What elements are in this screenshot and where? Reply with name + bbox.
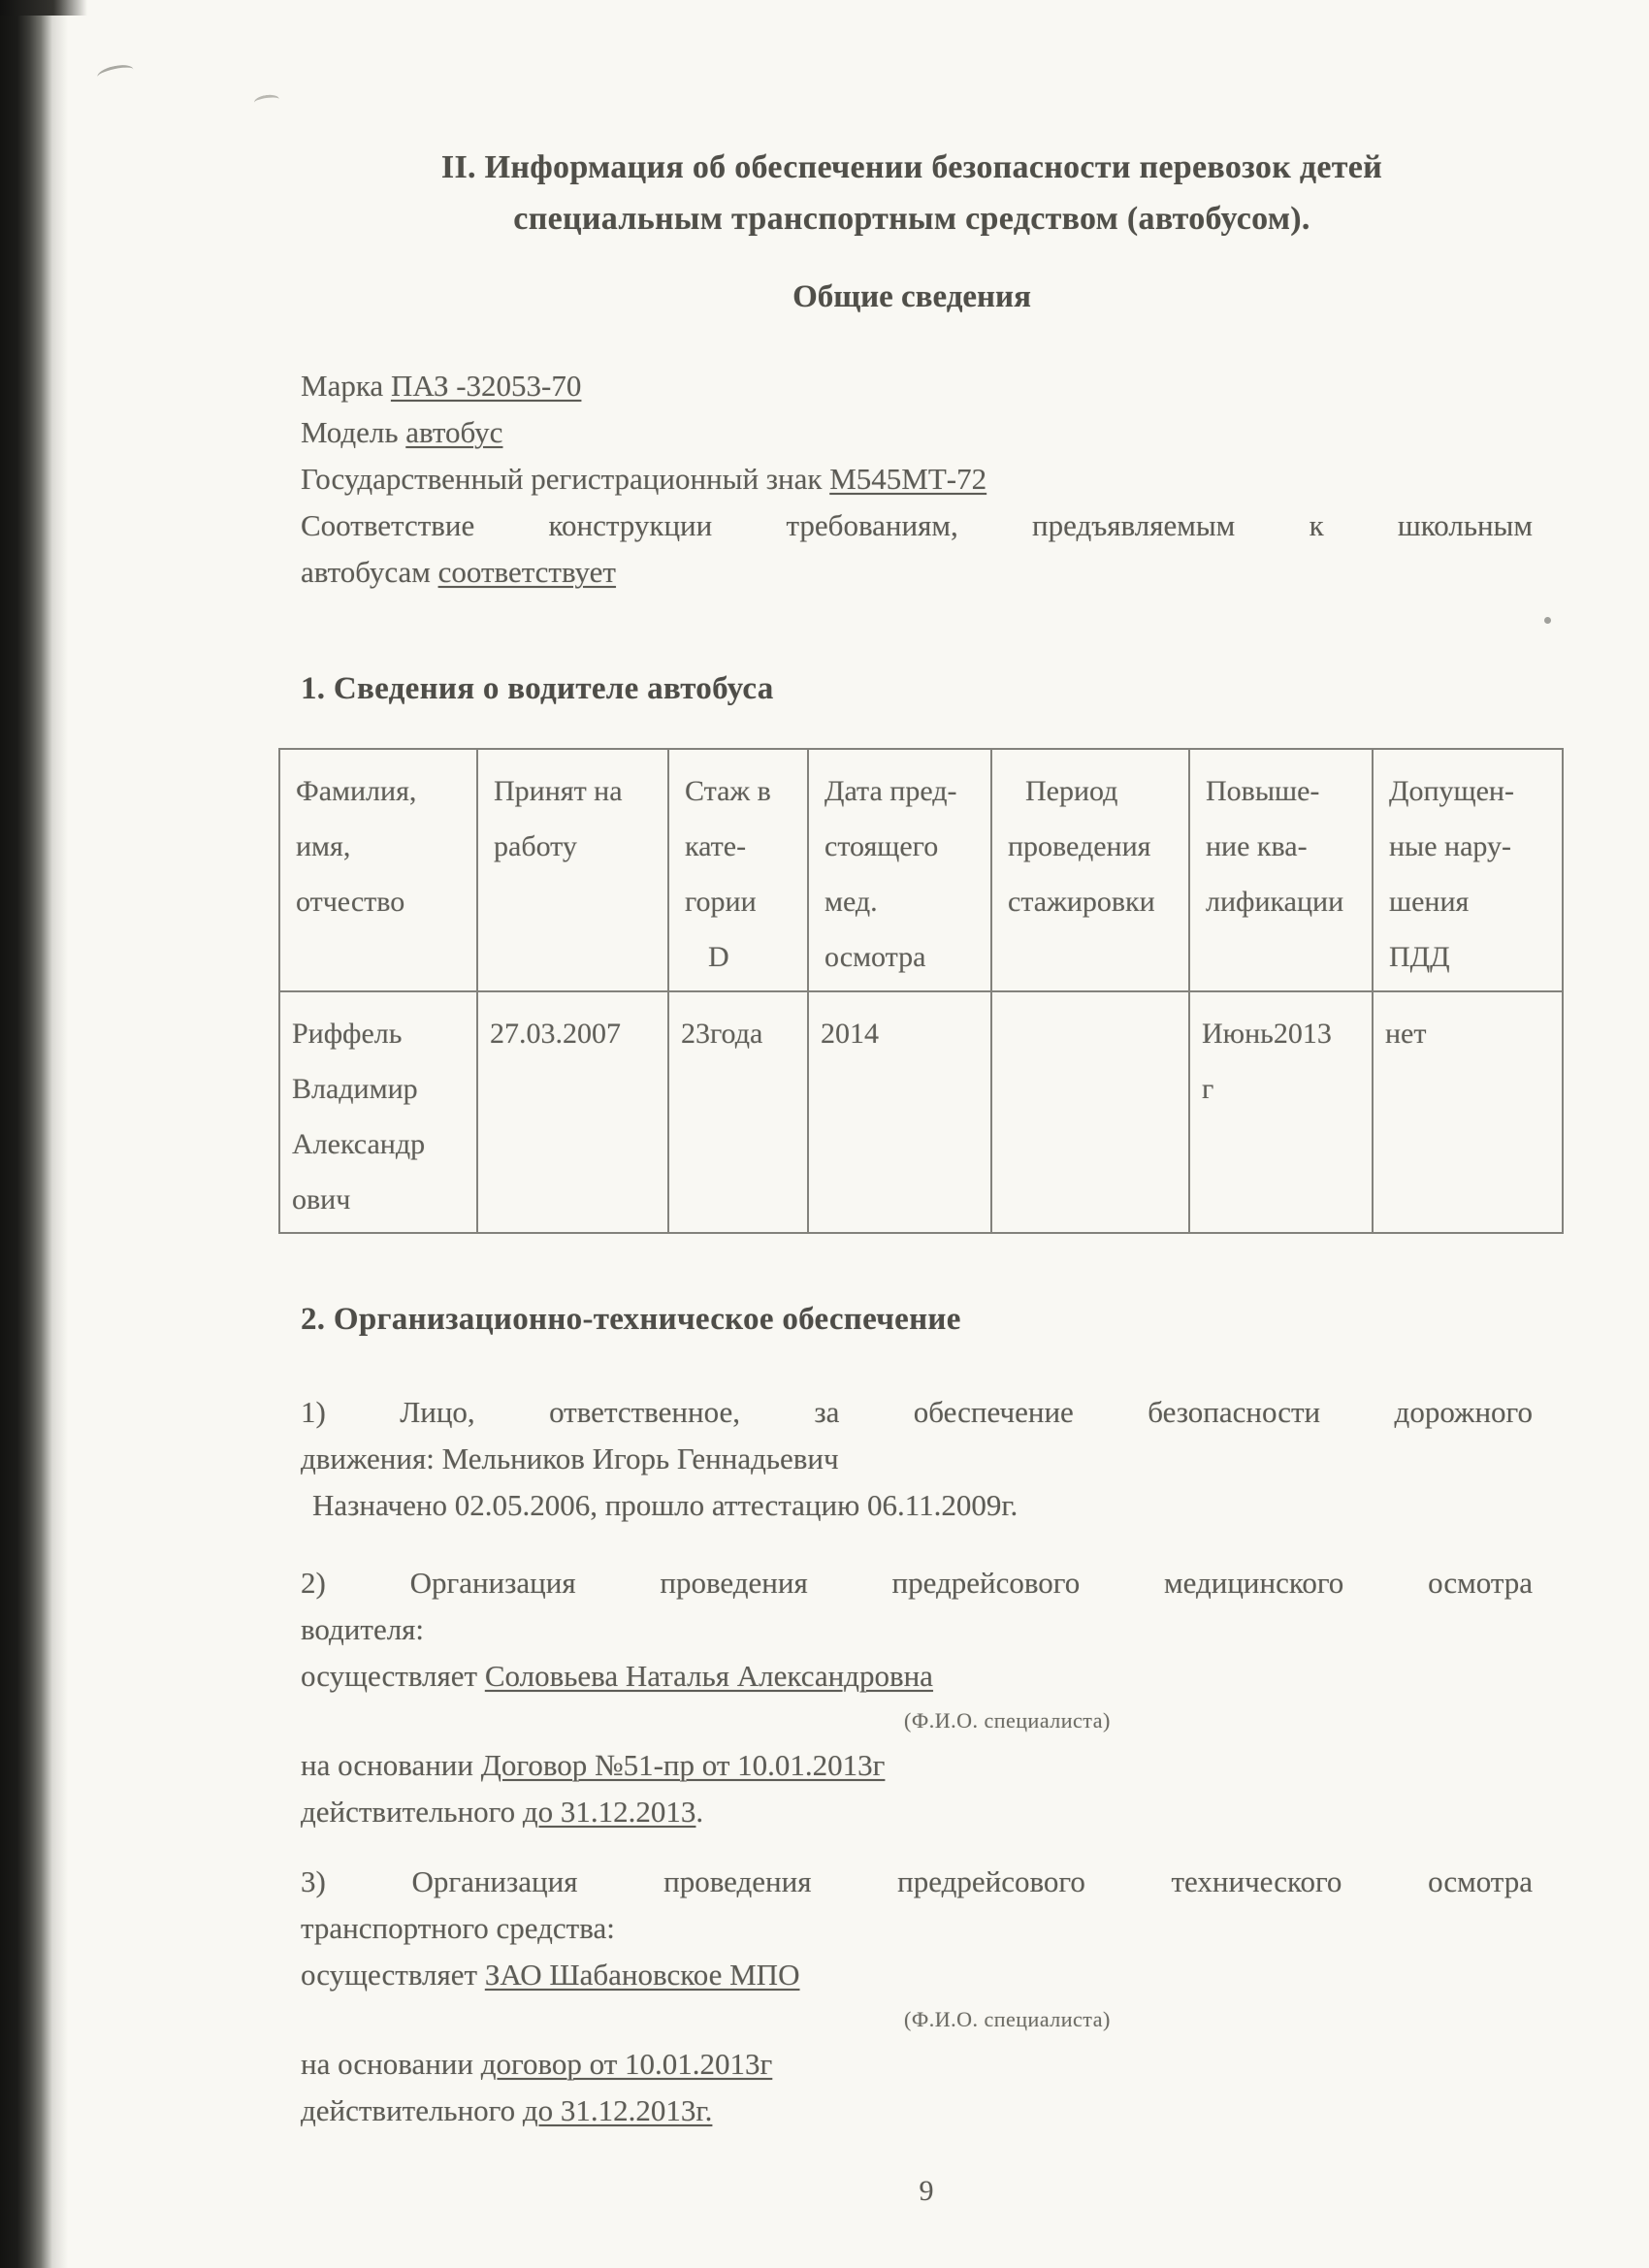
- header-line: проведения: [1008, 830, 1151, 862]
- scan-edge-shadow: [0, 0, 68, 2268]
- item2-fio-note: (Ф.И.О. специалиста): [904, 1708, 1111, 1733]
- item3-performer-line: [301, 1952, 1533, 1998]
- header-line: имя,: [296, 830, 351, 862]
- item2-valid-suffix: .: [695, 1795, 704, 1829]
- item2-basis-value: Договор №51-пр от 10.01.2013г: [480, 1748, 886, 1782]
- cell-line: ович: [292, 1183, 351, 1215]
- registration-label: Государственный регистрационный знак: [301, 462, 830, 496]
- item3-performer-value: ЗАО Шабановское МПО: [484, 1958, 800, 1992]
- section2-item3: [301, 1859, 1533, 2134]
- item2-line-1: 2) Организация проведения предрейсового медицинского осмотра: [301, 1566, 1533, 1600]
- header-line: Дата пред-: [824, 775, 957, 807]
- cell-line: Риффель: [292, 1018, 403, 1050]
- header-line: Стаж в: [685, 775, 771, 807]
- field-registration: [301, 456, 1533, 502]
- conformity-value: соответствует: [437, 555, 616, 589]
- item2-basis-line: [301, 1742, 1533, 1789]
- conformity-line-2: [301, 549, 1533, 596]
- header-name: [279, 749, 477, 991]
- section2-item1: [301, 1389, 1533, 1529]
- header-line: Фамилия,: [296, 775, 417, 807]
- general-info-block: [301, 363, 1533, 596]
- item2-line-2: водителя:: [301, 1612, 425, 1646]
- field-model: [301, 409, 1533, 456]
- header-line: мед.: [824, 886, 878, 918]
- driver-info-table: [278, 748, 1564, 1234]
- header-line: Период: [1025, 775, 1118, 807]
- item2-performer-label: осуществляет: [301, 1659, 485, 1693]
- header-line: ние ква-: [1206, 830, 1308, 862]
- cell-med-exam-date: [808, 991, 991, 1233]
- header-line: Принят на: [494, 775, 623, 807]
- cell-internship: [991, 991, 1189, 1233]
- cell-qualification: [1189, 991, 1373, 1233]
- field-brand: [301, 363, 1533, 409]
- header-line: Допущен-: [1389, 775, 1514, 807]
- cell-line: 2014: [821, 1018, 879, 1050]
- title-line-1: II. Информация об обеспечении безопасности перевозок детей: [440, 149, 1383, 185]
- header-internship: [991, 749, 1189, 991]
- cell-line: 27.03.2007: [490, 1018, 621, 1050]
- header-line: гории: [685, 886, 757, 918]
- brand-label: Марка: [301, 369, 391, 403]
- header-line: работу: [494, 830, 577, 862]
- cell-line: Июнь2013: [1202, 1018, 1332, 1050]
- item3-basis-label: на основании: [301, 2047, 481, 2081]
- item3-basis-line: [301, 2041, 1533, 2088]
- header-line: ПДД: [1389, 941, 1450, 973]
- header-experience: [668, 749, 808, 991]
- item1-line-2: движения: Мельников Игорь Геннадьевич: [301, 1442, 839, 1475]
- header-line: стоящего: [824, 830, 939, 862]
- item3-basis-value: договор от 10.01.2013г: [480, 2047, 773, 2081]
- scan-corner-shadow: [0, 0, 87, 16]
- item2-valid-value: до 31.12.2013: [522, 1795, 696, 1829]
- cell-line: Владимир: [292, 1073, 418, 1105]
- subtitle-general-info: Общие сведения: [792, 279, 1031, 314]
- cell-experience: [668, 991, 808, 1233]
- header-med-exam: [808, 749, 991, 991]
- cell-violations: [1373, 991, 1563, 1233]
- item2-performer-value: Соловьева Наталья Александровна: [484, 1659, 933, 1693]
- section2-item2: [301, 1560, 1533, 1835]
- header-line: осмотра: [824, 941, 926, 973]
- model-value: автобус: [405, 415, 503, 449]
- item3-line-2: транспортного средства:: [301, 1911, 615, 1945]
- pen-mark: [253, 93, 279, 109]
- item2-valid-label: действительного: [301, 1795, 523, 1829]
- item2-basis-label: на основании: [301, 1748, 481, 1782]
- section2-heading: 2. Организационно-техническое обеспечение: [301, 1302, 961, 1337]
- header-line: ные нару-: [1389, 830, 1511, 862]
- conformity-prefix: автобусам: [301, 555, 438, 589]
- scan-speck: [1544, 617, 1551, 624]
- cell-line: г: [1202, 1073, 1214, 1105]
- header-line: отчество: [296, 886, 405, 918]
- item3-line-1: 3) Организация проведения предрейсового технического осмотра: [301, 1864, 1533, 1898]
- item3-performer-label: осуществляет: [301, 1958, 485, 1992]
- header-qualification: [1189, 749, 1373, 991]
- header-line: шения: [1389, 886, 1470, 918]
- header-line: D: [708, 941, 729, 973]
- title-line-2: специальным транспортным средством (автобусом).: [513, 201, 1310, 237]
- page-number: 9: [919, 2175, 934, 2207]
- header-violations: [1373, 749, 1563, 991]
- section1-heading: 1. Сведения о водителе автобуса: [301, 671, 774, 706]
- item1-line-1: 1) Лицо, ответственное, за обеспечение безопасности дорожного: [301, 1395, 1533, 1429]
- item2-valid-line: [301, 1789, 1533, 1835]
- cell-line: нет: [1385, 1018, 1427, 1050]
- item2-performer-line: [301, 1653, 1533, 1700]
- pen-mark: [96, 62, 135, 84]
- model-label: Модель: [301, 415, 406, 449]
- document-title: [291, 142, 1533, 244]
- brand-value: ПАЗ -32053-70: [390, 369, 582, 403]
- cell-line: Александр: [292, 1128, 426, 1160]
- cell-line: 23года: [681, 1018, 763, 1050]
- header-hired: [477, 749, 668, 991]
- item3-valid-value: до 31.12.2013г.: [522, 2093, 713, 2127]
- header-line: стажировки: [1008, 886, 1155, 918]
- cell-hired-date: [477, 991, 668, 1233]
- registration-value: М545МТ-72: [829, 462, 987, 496]
- item3-valid-line: [301, 2088, 1533, 2134]
- conformity-line-1: Соответствие конструкции требованиям, предъявляемым к школьным: [301, 508, 1533, 542]
- driver-data-row: [279, 991, 1563, 1233]
- cell-driver-name: [279, 991, 477, 1233]
- header-line: кате-: [685, 830, 747, 862]
- header-line: Повыше-: [1206, 775, 1320, 807]
- header-line: лификации: [1206, 886, 1344, 918]
- item3-fio-note: (Ф.И.О. специалиста): [904, 2007, 1111, 2031]
- item1-line-3: Назначено 02.05.2006, прошло аттестацию 06.11.2009г.: [312, 1488, 1018, 1522]
- table-header-row: [279, 749, 1563, 991]
- item3-valid-label: действительного: [301, 2093, 523, 2127]
